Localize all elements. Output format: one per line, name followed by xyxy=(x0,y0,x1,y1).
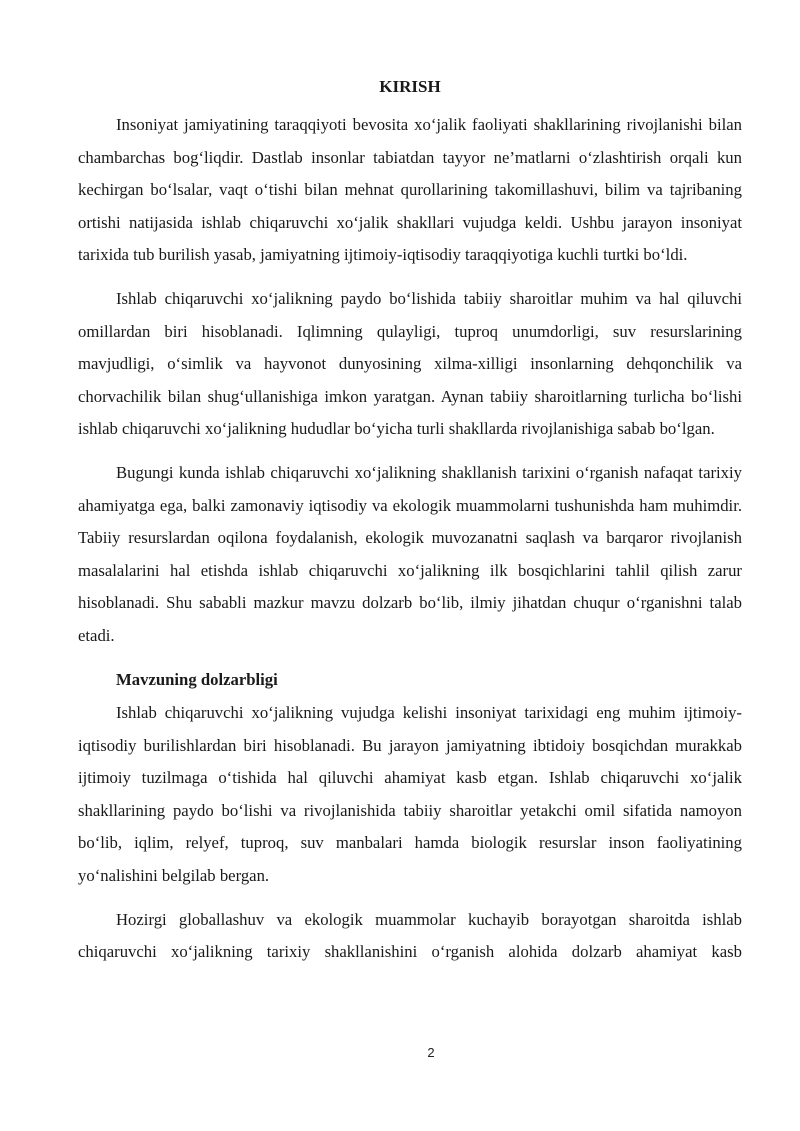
paragraph-natural-conditions: Ishlab chiqaruvchi xo‘jalikning paydo bo‘lishida tabiiy sharoitlar muhim va hal qiluvchi omillardan biri hisoblanadi. Iqlimning qulayligi, tuproq unumdorligi, suv resurslarining mavjudligi, o‘simlik va hayvonot dunyosining xilma-xilligi insonlarning dehqonchilik va chorvachilik bilan shug‘ullanishiga imkon yaratgan. Aynan tabiiy sharoitlarning turlicha bo‘lishi ishlab chiqaruvchi xo‘jalikning hududlar bo‘yicha turli shakllarda rivojlanishiga sabab bo‘lgan. xyxy=(78,288,742,439)
page-number: 2 xyxy=(427,1045,435,1060)
paragraph-relevance-2: Hozirgi globallashuv va ekologik muammolar kuchayib borayotgan sharoitda ishlab chiqaruvchi xo‘jalikning tarixiy shakllanishini o‘rganish alohida dolzarb ahamiyat kasb xyxy=(78,909,742,962)
document-page xyxy=(78,76,742,980)
section-heading: Mavzuning dolzarbligi xyxy=(116,669,278,689)
paragraph-relevance-1: Ishlab chiqaruvchi xo‘jalikning vujudga kelishi insoniyat tarixidagi eng muhim ijtimoiy-iqtisodiy burilishlardan biri hisoblanadi. Bu jarayon jamiyatning ibtidoiy bosqichdan murakkab ijtimoiy tuzilmaga o‘tishida hal qiluvchi ahamiyat kasb etgan. Ishlab chiqaruvchi xo‘jalik shakllarining paydo bo‘lishi va rivojlanishida tabiiy sharoitlar yetakchi omil sifatida namoyon bo‘lib, iqlim, relyef, tuproq, suv manbalari hamda biologik resurslar inson faoliyatining yo‘nalishini belgilab bergan. xyxy=(78,703,742,886)
paragraph-modern-relevance: Bugungi kunda ishlab chiqaruvchi xo‘jalikning shakllanish tarixini o‘rganish nafaqat tarixiy ahamiyatga ega, balki zamonaviy iqtisodiy va ekologik muammolarni tushunishda ham muhimdir. Tabiiy resurslardan oqilona foydalanish, ekologik muvozanatni saqlash va barqaror rivojlanish masalalarini hal etishda ishlab chiqaruvchi xo‘jalikning ilk bosqichlarini tahlil qilish zarur hisoblanadi. Shu sababli mazkur mavzu dolzarb bo‘lib, ilmiy jihatdan chuqur o‘rganishni talab etadi. xyxy=(78,462,742,645)
page-title: KIRISH xyxy=(379,77,441,96)
paragraph-intro: Insoniyat jamiyatining taraqqiyoti bevosita xo‘jalik faoliyati shakllarining rivojlanishi bilan chambarchas bog‘liqdir. Dastlab insonlar tabiatdan tayyor ne’matlarni o‘zlashtirish orqali kun kechirgan bo‘lsalar, vaqt o‘tishi bilan mehnat qurollarining takomillashuvi, bilim va tajribaning ortishi natijasida ishlab chiqaruvchi xo‘jalik shakllari vujudga keldi. Ushbu jarayon insoniyat tarixida tub burilish yasab, jamiyatning ijtimoiy-iqtisodiy taraqqiyotiga kuchli turtki bo‘ldi. xyxy=(78,115,742,265)
